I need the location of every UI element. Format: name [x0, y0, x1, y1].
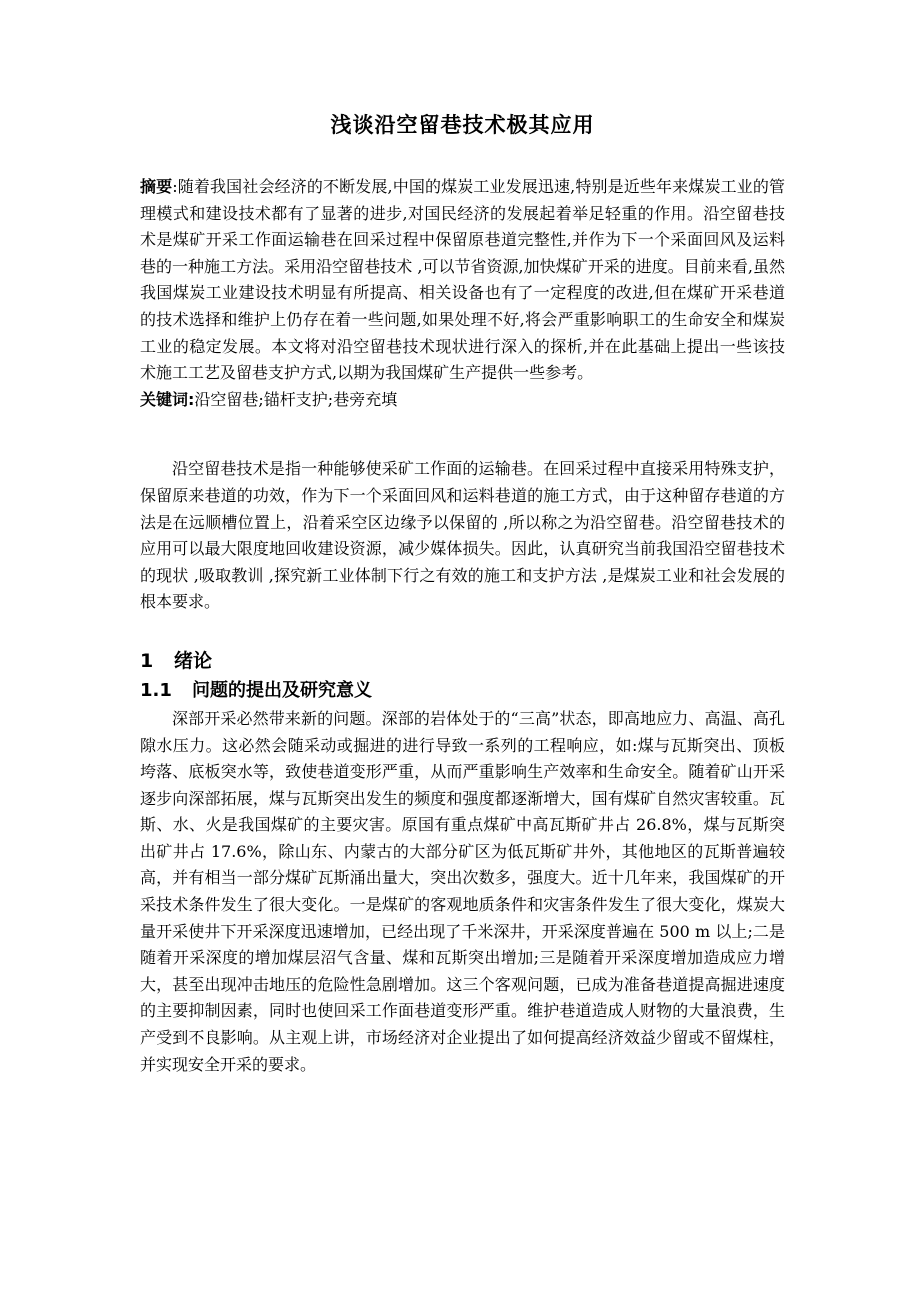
section-1-heading — [140, 646, 785, 676]
abstract-paragraph — [140, 174, 785, 387]
document-page — [140, 110, 785, 1078]
section-1-title: 绪论 — [174, 649, 213, 672]
section-1-1-body: 深部开采必然带来新的问题。深部的岩体处于的“三高”状态，即高地应力、高温、高孔隙水压力。这必然会随采动或掘进的进行导致一系列的工程响应，如:煤与瓦斯突出、顶板垮落、底板突水等，致使巷道变形严重，从而严重影响生产效率和生命安全。随着矿山开采逐步向深部拓展，煤与瓦斯突出发生的频度和强度都逐渐增大，国有煤矿自然灾害较重。瓦斯、水、火是我国煤矿的主要灾害。原国有重点煤矿中高瓦斯矿井占 26.8%，煤与瓦斯突出矿井占 17.6%，除山东、内蒙古的大部分矿区为低瓦斯矿井外，其他地区的瓦斯普遍较高，并有相当一部分煤矿瓦斯涌出量大，突出次数多，强度大。近十几年来，我国煤矿的开采技术条件发生了很大变化。一是煤矿的客观地质条件和灾害条件发生了很大变化，煤炭大量开采使井下开采深度迅速增加，已经出现了千米深井，开采深度普遍在 500 m 以上;二是随着开采深度的增加煤层沼气含量、煤和瓦斯突出增加;三是随着开采深度增加造成应力增大，甚至出现冲击地压的危险性急剧增加。这三个客观问题，已成为准备巷道提高掘进速度的主要抑制因素，同时也使回采工作面巷道变形严重。维护巷道造成人财物的大量浪费，生产受到不良影响。从主观上讲，市场经济对企业提出了如何提高经济效益少留或不留煤柱，并实现安全开采的要求。 — [140, 708, 785, 1074]
keywords-line — [140, 387, 785, 414]
intro-paragraph: 沿空留巷技术是指一种能够使采矿工作面的运输巷。在回采过程中直接采用特殊支护，保留原来巷道的功效，作为下一个采面回风和运料巷道的施工方式，由于这种留存巷道的方法是在远顺槽位置上，沿着采空区边缘予以保留的 ,所以称之为沿空留巷。沿空留巷技术的应用可以最大限度地回收建设资源，减少媒体损失。因此，认真研究当前我国沿空留巷技术的现状 ,吸取教训 ,探究新工业体制下行之有效的施工和支护方法 ,是煤炭工业和社会发展的根本要求。 — [140, 459, 785, 612]
section-1-1-heading — [140, 676, 785, 706]
section-1-1-number: 1.1 — [140, 679, 172, 701]
abstract-text: :随着我国社会经济的不断发展,中国的煤炭工业发展迅速,特别是近些年来煤炭工业的管理模式和建设技术都有了显著的进步,对国民经济的发展起着举足轻重的作用。沿空留巷技术是煤矿开采工作面运输巷在回采过程中保留原巷道完整性,并作为下一个采面回风及运料巷的一种施工方法。采用沿空留巷技术 ,可以节省资源,加快煤矿开采的进度。目前来看,虽然我国煤炭工业建设技术明显有所提高、相关设备也有了一定程度的改进,但在煤矿开采巷道的技术选择和维护上仍存在着一些问题,如果处理不好,将会严重影响职工的生命安全和煤炭工业的稳定发展。本文将对沿空留巷技术现状进行深入的探析,并在此基础上提出一些该技术施工工艺及留巷支护方式,以期为我国煤矿生产提供一些参考。 — [140, 177, 785, 383]
section-1-number: 1 — [140, 649, 154, 672]
keywords-label: 关键词: — [140, 389, 195, 409]
keywords-text: 沿空留巷;锚杆支护;巷旁充填 — [194, 389, 398, 409]
document-title: 浅谈沿空留巷技术极其应用 — [330, 113, 595, 137]
section-1-1-title: 问题的提出及研究意义 — [192, 679, 372, 701]
abstract-label: 摘要 — [140, 177, 173, 196]
